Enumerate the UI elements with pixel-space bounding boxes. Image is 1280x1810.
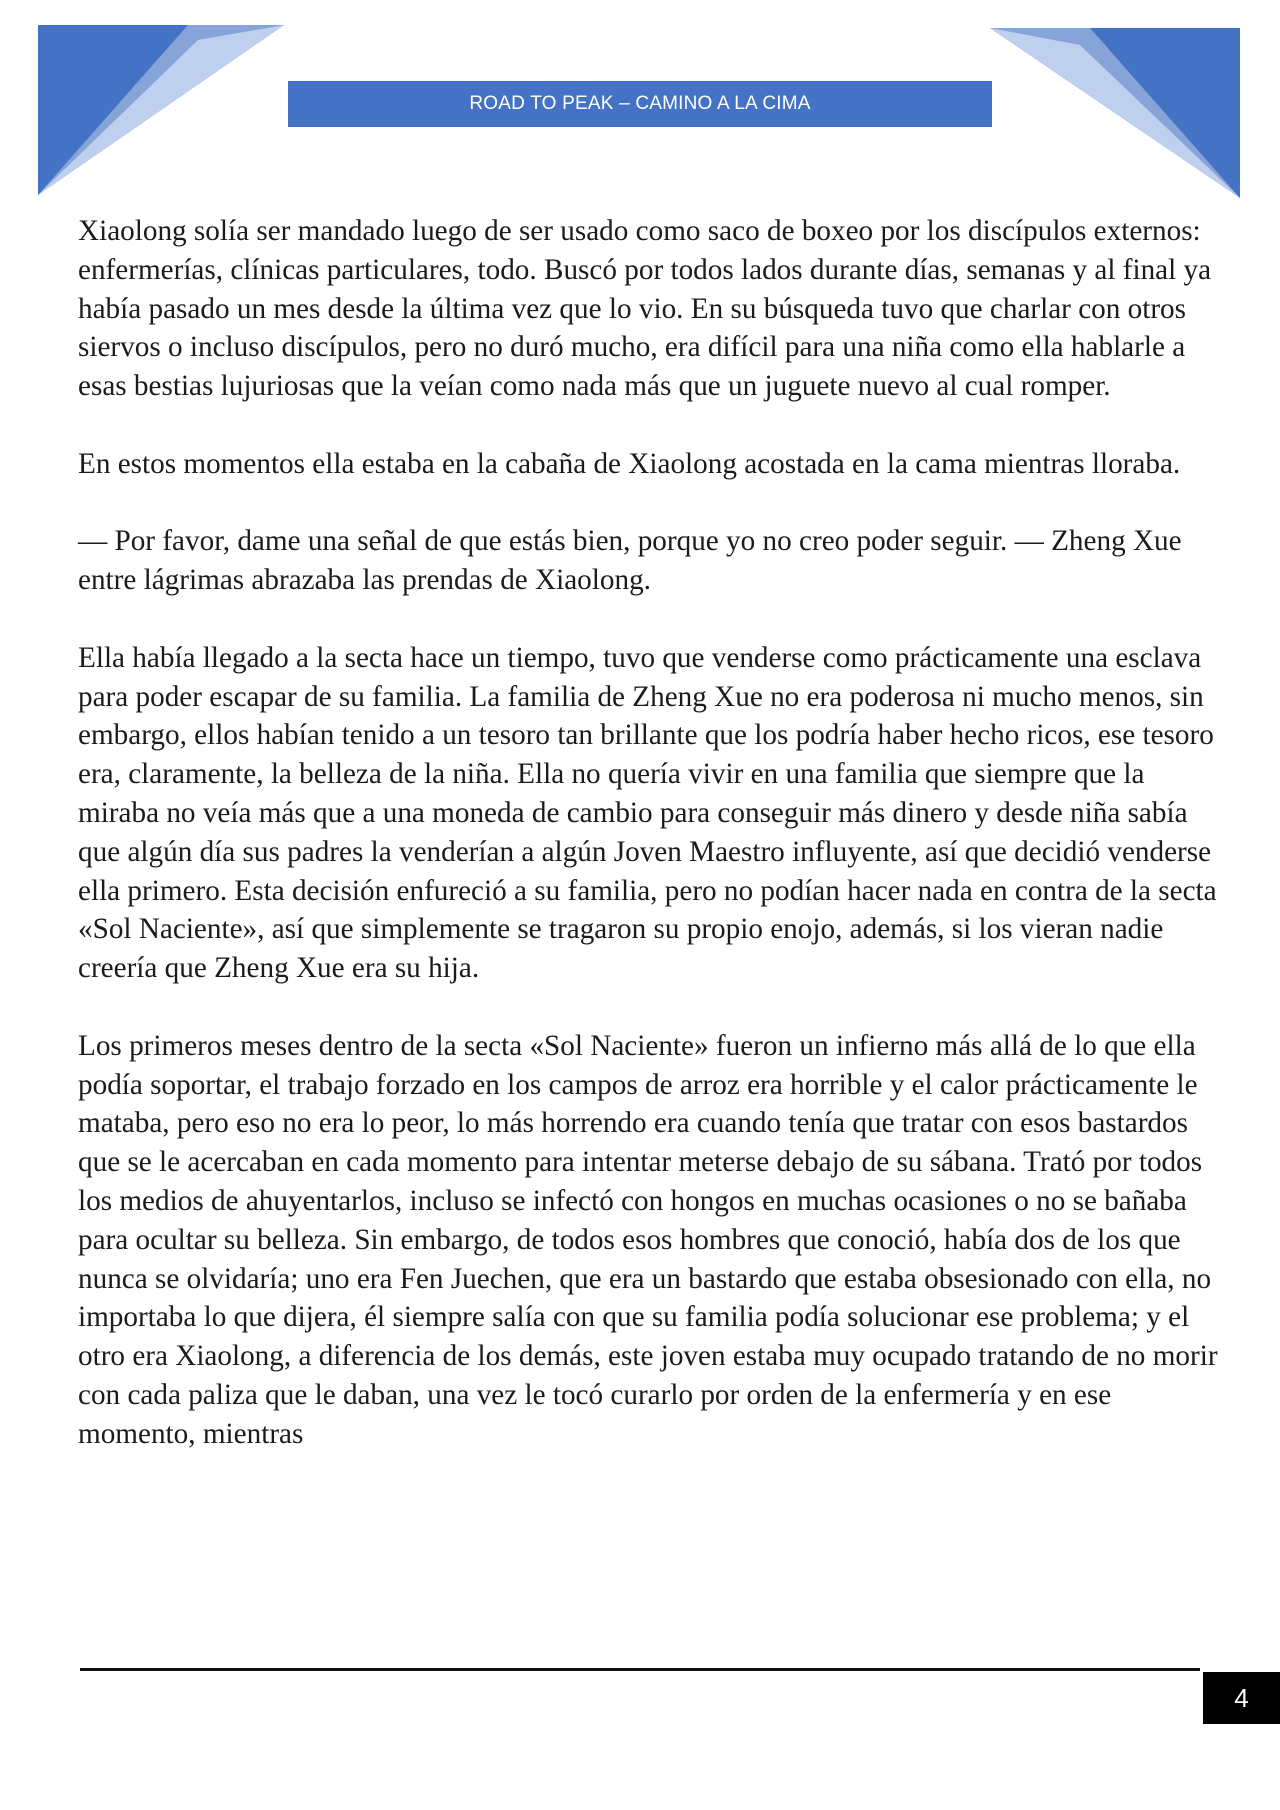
decorative-corner-right [990, 0, 1250, 210]
paragraph: Ella había llegado a la secta hace un tiempo, tuvo que venderse como prácticamente una esclava para poder escapar de su familia. La familia de Zheng Xue no era poderosa ni mucho menos, sin embargo, ellos habían tenido a un tesoro tan brillante que los podría haber hecho ricos, ese tesoro era, claramente, la belleza de la niña. Ella no quería vivir en una familia que siempre que la miraba no veía más que a una moneda de cambio para conseguir más dinero y desde niña sabía que algún día sus padres la venderían a algún Joven Maestro influyente, así que decidió venderse ella primero. Esta decisión enfureció a su familia, pero no podían hacer nada en contra de la secta «Sol Naciente», así que simplemente se tragaron su propio enojo, además, si los vieran nadie creería que Zheng Xue era su hija. [78, 641, 1217, 985]
paragraph: — Por favor, dame una señal de que estás bien, porque yo no creo poder seguir. — Zheng Xue entre lágrimas abrazaba las prendas de Xiaolong. [78, 525, 1182, 597]
body-text [78, 212, 1218, 1454]
paragraph: Xiaolong solía ser mandado luego de ser usado como saco de boxeo por los discípulos externos: enfermerías, clínicas particulares, todo. Buscó por todos lados durante días, semanas y al final ya había pasado un mes desde la última vez que lo vio. En su búsqueda tuvo que charlar con otros siervos o incluso discípulos, pero no duró mucho, era difícil para una niña como ella hablarle a esas bestias lujuriosas que la veían como nada más que un juguete nuevo al cual romper. [78, 215, 1212, 403]
page-number: 4 [1203, 1672, 1280, 1724]
paragraph: Los primeros meses dentro de la secta «Sol Naciente» fueron un infierno más allá de lo que ella podía soportar, el trabajo forzado en los campos de arroz era horrible y el calor prácticamente le mataba, pero eso no era lo peor, lo más horrendo era cuando tenía que tratar con esos bastardos que se le acercaban en cada momento para intentar meterse debajo de su sábana. Trató por todos los medios de ahuyentarlos, incluso se infectó con hongos en muchas ocasiones o no se bañaba para ocultar su belleza. Sin embargo, de todos esos hombres que conoció, había dos de los que nunca se olvidaría; uno era Fen Juechen, que era un bastardo que estaba obsesionado con ella, no importaba lo que dijera, él siempre salía con que su familia podía solucionar ese problema; y el otro era Xiaolong, a diferencia de los demás, este joven estaba muy ocupado tratando de no morir con cada paliza que le daban, una vez le tocó curarlo por orden de la enfermería y en ese momento, mientras [78, 1029, 1218, 1450]
decorative-corner-left [38, 0, 298, 210]
footer-divider [80, 1668, 1200, 1671]
header-title-bar: ROAD TO PEAK – CAMINO A LA CIMA [288, 81, 992, 127]
paragraph: En estos momentos ella estaba en la cabaña de Xiaolong acostada en la cama mientras lloraba. [78, 447, 1181, 480]
